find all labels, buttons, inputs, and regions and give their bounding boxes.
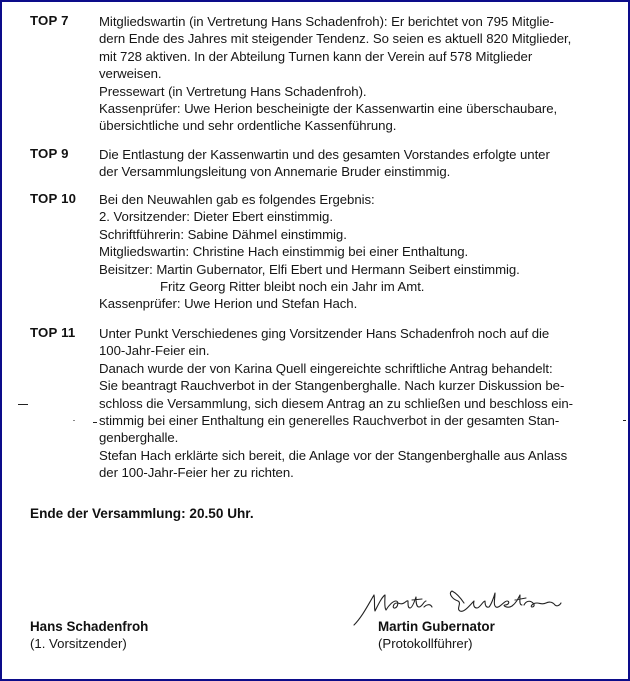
text-line: Stefan Hach erklärte sich bereit, die Anlage vor der Stangenberghalle aus Anlass	[99, 447, 568, 463]
text-line: Mitgliedswartin: Christine Hach einstimmig bei einer Enthaltung.	[99, 244, 469, 260]
text-line: stimmig bei einer Enthaltung ein generelles Rauchverbot in der gesamten Stan-	[99, 412, 560, 428]
text-line: Bei den Neuwahlen gab es folgendes Ergebnis:	[99, 192, 375, 207]
text-line: Die Entlastung der Kassenwartin und des gesamten Vorstandes erfolgte unter	[99, 147, 550, 162]
signatory-role: (Protokollführer)	[378, 636, 473, 652]
text-line: der Versammlungsleitung von Annemarie Bruder einstimmig.	[99, 164, 451, 180]
text-line: Danach wurde der von Karina Quell eingereichte schriftliche Antrag behandelt:	[99, 360, 553, 376]
scan-mark	[93, 422, 97, 423]
text-line: der 100-Jahr-Feier her zu richten.	[99, 465, 294, 481]
signatory-name: Hans Schadenfroh	[30, 619, 149, 634]
agenda-text	[99, 146, 619, 181]
signatory-secretary	[378, 618, 495, 653]
text-line: Beisitzer: Martin Gubernator, Elfi Ebert und Hermann Seibert einstimmig.	[99, 261, 520, 277]
agenda-label: TOP 7	[30, 13, 69, 28]
text-line: 2. Vorsitzender: Dieter Ebert einstimmig.	[99, 209, 333, 225]
agenda-text	[99, 325, 619, 482]
text-line: 100-Jahr-Feier ein.	[99, 343, 210, 359]
text-line: Fritz Georg Ritter bleibt noch ein Jahr im Amt.	[160, 278, 425, 294]
scan-mark	[73, 420, 75, 421]
text-line: Pressewart (in Vertretung Hans Schadenfroh).	[99, 83, 367, 99]
text-line: Kassenprüfer: Uwe Herion und Stefan Hach.	[99, 296, 358, 312]
agenda-label: TOP 9	[30, 146, 69, 161]
agenda-text	[99, 191, 619, 313]
text-line: verweisen.	[99, 66, 162, 82]
text-line: Mitgliedswartin (in Vertretung Hans Schadenfroh): Er berichtet von 795 Mitglie-	[99, 14, 554, 29]
scan-mark	[623, 420, 626, 421]
text-line: Sie beantragt Rauchverbot in der Stangenberghalle. Nach kurzer Diskussion be-	[99, 378, 565, 394]
scan-mark	[18, 404, 28, 405]
agenda-label: TOP 10	[30, 191, 77, 206]
signatory-name: Martin Gubernator	[378, 619, 495, 634]
text-line: Schriftführerin: Sabine Dähmel einstimmig.	[99, 226, 347, 242]
agenda-text	[99, 13, 619, 135]
signatory-role: (1. Vorsitzender)	[30, 636, 127, 652]
text-line: schloss die Versammlung, sich diesem Antrag an zu schließen und beschloss ein-	[99, 395, 574, 411]
text-line: übersichtliche und sehr ordentliche Kassenführung.	[99, 118, 397, 134]
text-line: genberghalle.	[99, 430, 179, 446]
agenda-label: TOP 11	[30, 325, 76, 340]
text-line: dern Ende des Jahres mit steigender Tendenz. So seien es aktuell 820 Mitglieder,	[99, 31, 572, 47]
meeting-end-note: Ende der Versammlung: 20.50 Uhr.	[30, 506, 254, 521]
text-line: Kassenprüfer: Uwe Herion bescheinigte der Kassenwartin eine überschaubare,	[99, 100, 558, 116]
text-line: mit 728 aktiven. In der Abteilung Turnen kann der Verein auf 578 Mitglieder	[99, 48, 533, 64]
text-line: Unter Punkt Verschiedenes ging Vorsitzender Hans Schadenfroh noch auf die	[99, 326, 550, 341]
signatory-chairman	[30, 618, 148, 653]
